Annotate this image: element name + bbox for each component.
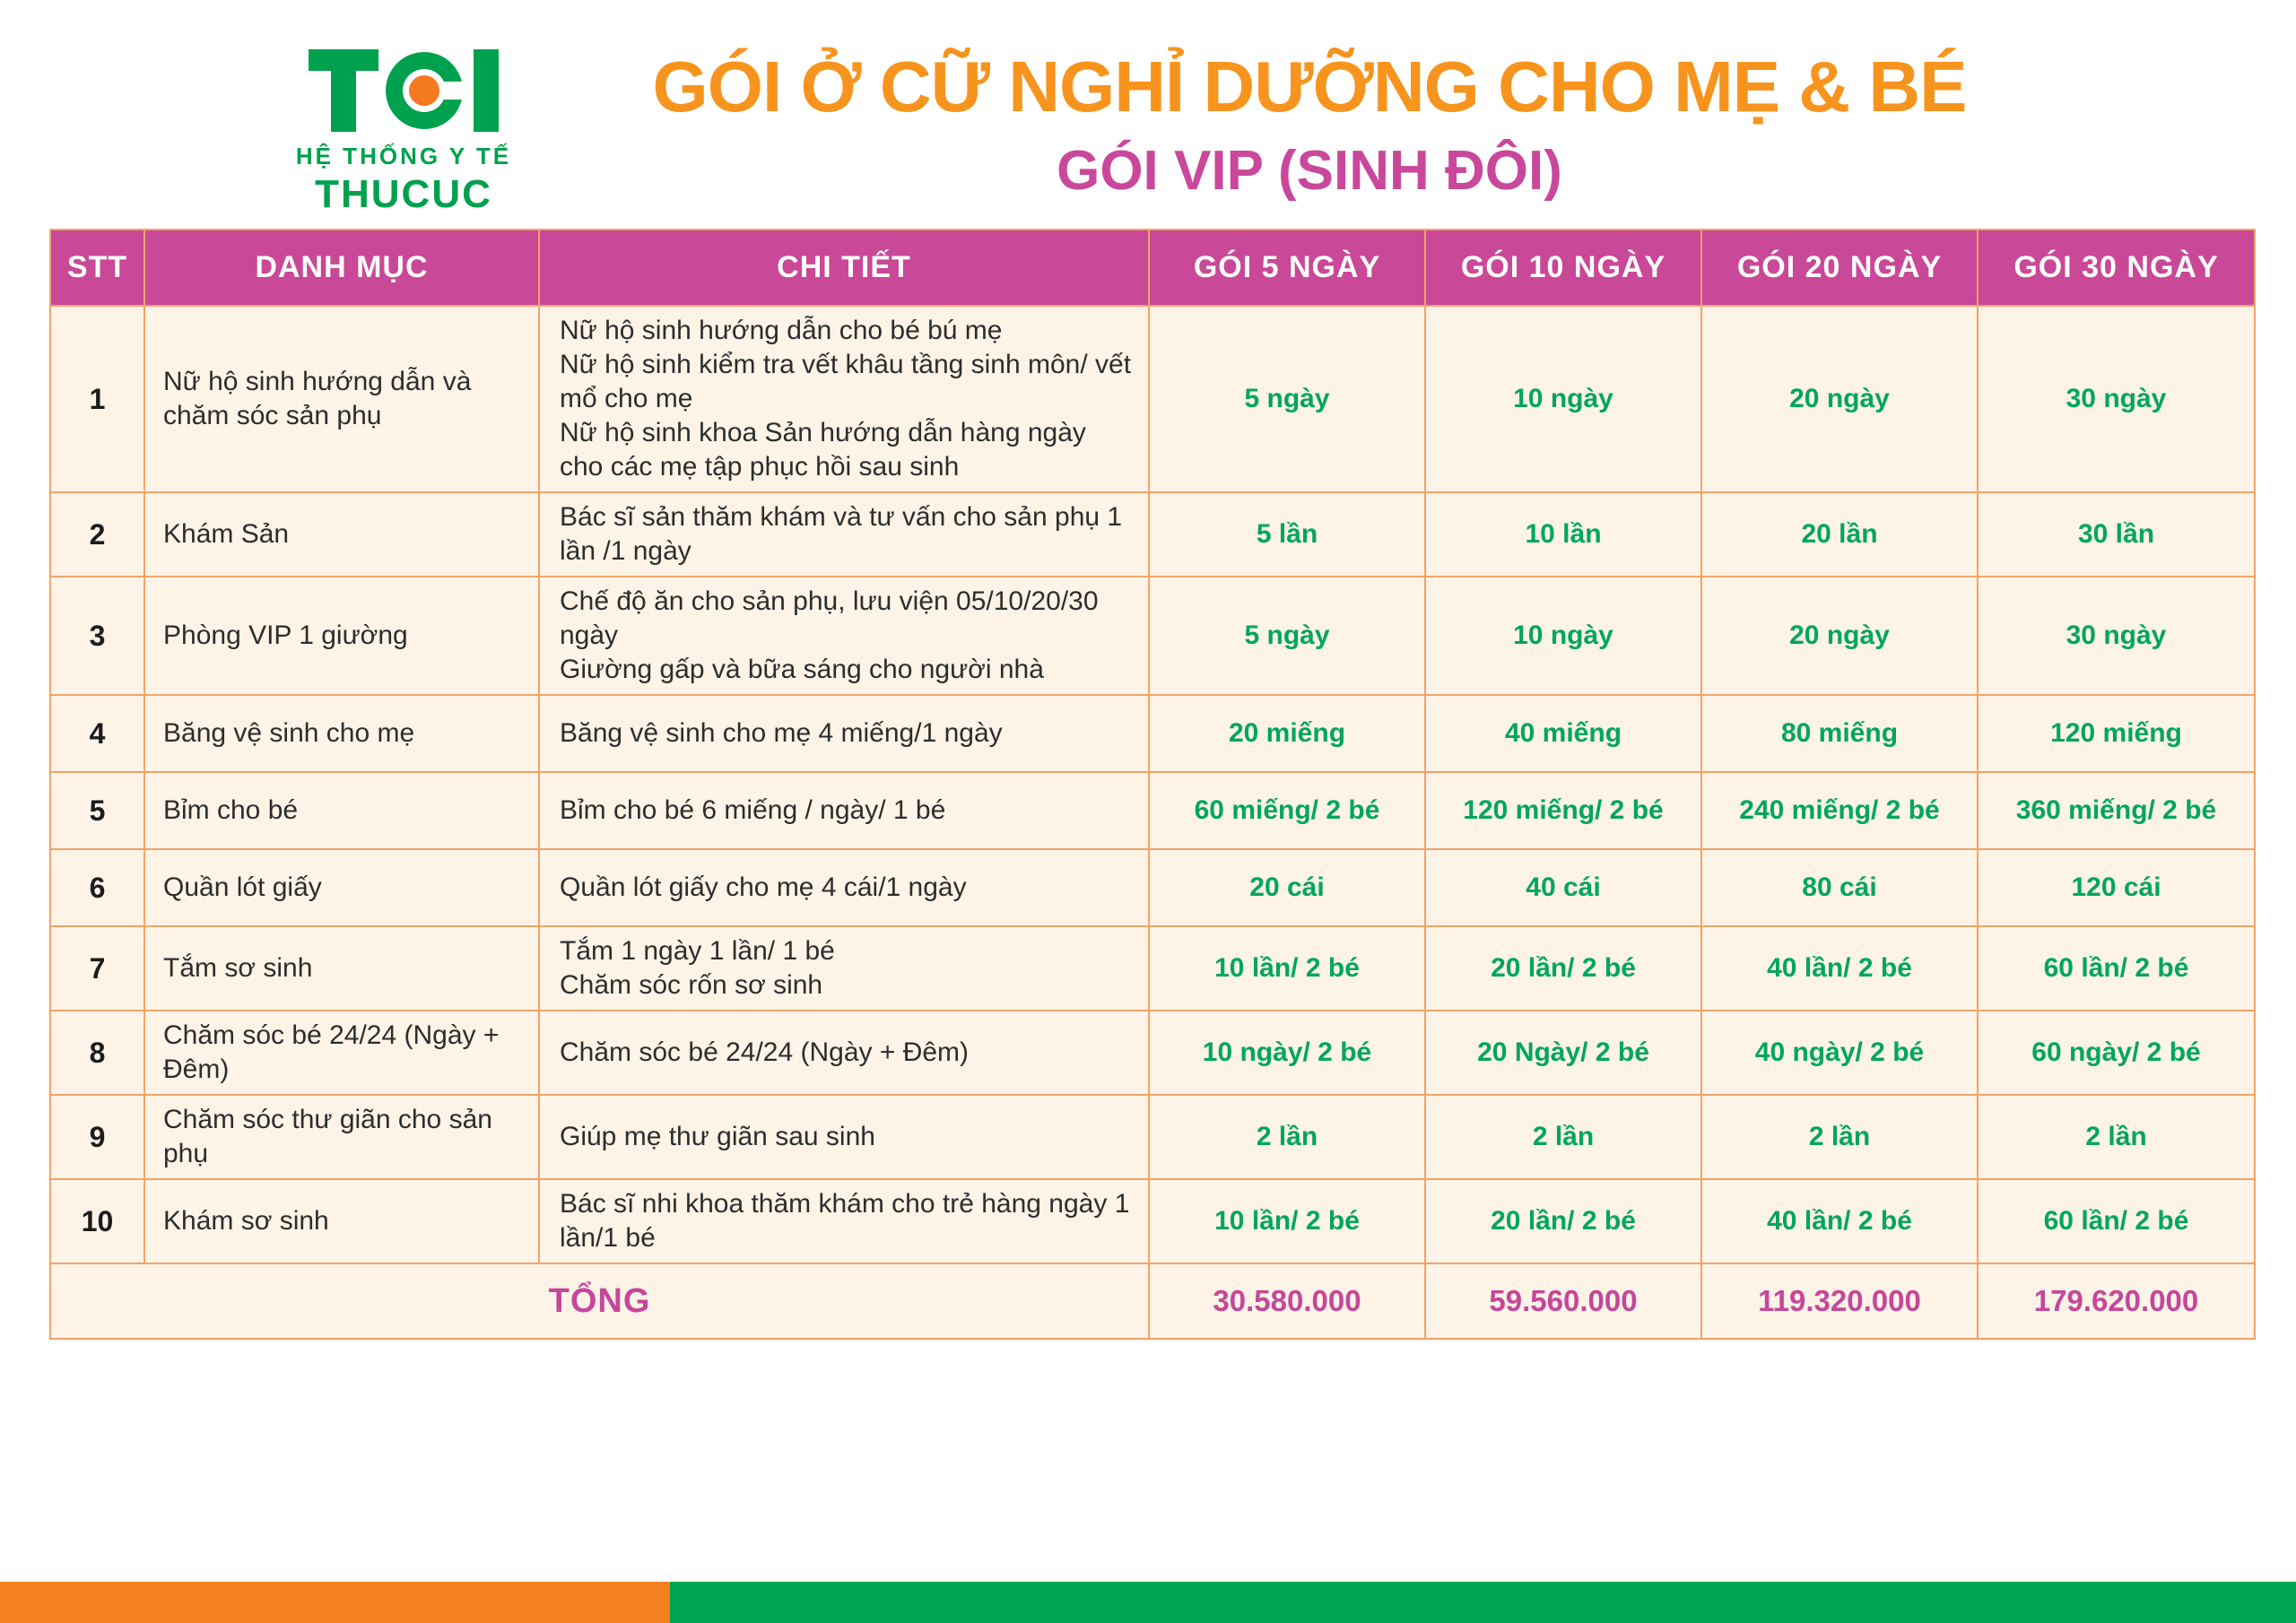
detail-line: Tắm 1 ngày 1 lần/ 1 bé bbox=[560, 936, 835, 966]
footer-green-bar bbox=[670, 1582, 2296, 1623]
footer-bars bbox=[0, 1582, 2296, 1623]
row-number-cell: 1 bbox=[50, 306, 144, 492]
table-row bbox=[50, 849, 2255, 926]
table-header-row bbox=[50, 230, 2255, 306]
detail-line: Chế độ ăn cho sản phụ, lưu viện 05/10/20/30 ngày bbox=[560, 586, 1099, 650]
detail-line: Giường gấp và bữa sáng cho người nhà bbox=[560, 655, 1044, 684]
category-cell: Khám sơ sinh bbox=[144, 1179, 539, 1263]
package-value-cell: 5 ngày bbox=[1149, 306, 1425, 492]
table-row bbox=[50, 1095, 2255, 1179]
detail-cell bbox=[539, 772, 1149, 849]
package-value-cell: 80 cái bbox=[1701, 849, 1978, 926]
detail-cell bbox=[539, 1011, 1149, 1095]
detail-line: Bỉm cho bé 6 miếng / ngày/ 1 bé bbox=[560, 795, 946, 825]
table-body bbox=[50, 306, 2255, 1339]
package-value-cell: 40 miếng bbox=[1425, 695, 1701, 772]
total-value-cell: 59.560.000 bbox=[1425, 1263, 1701, 1339]
page-header bbox=[574, 49, 2045, 203]
detail-line: Băng vệ sinh cho mẹ 4 miếng/1 ngày bbox=[560, 718, 1003, 748]
column-header: GÓI 10 NGÀY bbox=[1425, 230, 1701, 306]
package-value-cell: 60 lần/ 2 bé bbox=[1978, 1179, 2255, 1263]
package-value-cell: 120 miếng bbox=[1978, 695, 2255, 772]
package-value-cell: 60 ngày/ 2 bé bbox=[1978, 1011, 2255, 1095]
detail-line: Chăm sóc bé 24/24 (Ngày + Đêm) bbox=[560, 1037, 970, 1067]
package-value-cell: 10 ngày/ 2 bé bbox=[1149, 1011, 1425, 1095]
logo-brand-name: THUCUC bbox=[315, 172, 492, 216]
detail-cell bbox=[539, 926, 1149, 1011]
package-value-cell: 120 cái bbox=[1978, 849, 2255, 926]
logo-letter-t bbox=[309, 49, 378, 132]
logo-letter-i bbox=[474, 49, 499, 132]
package-value-cell: 40 cái bbox=[1425, 849, 1701, 926]
category-cell: Nữ hộ sinh hướng dẫn và chăm sóc sản phụ bbox=[144, 306, 539, 492]
table-row bbox=[50, 926, 2255, 1011]
column-header: DANH MỤC bbox=[144, 230, 539, 306]
detail-cell bbox=[539, 577, 1149, 695]
column-header: GÓI 20 NGÀY bbox=[1701, 230, 1978, 306]
tci-logo-icon bbox=[283, 49, 525, 132]
package-value-cell: 60 miếng/ 2 bé bbox=[1149, 772, 1425, 849]
package-value-cell: 60 lần/ 2 bé bbox=[1978, 926, 2255, 1011]
package-value-cell: 20 lần/ 2 bé bbox=[1425, 926, 1701, 1011]
detail-cell bbox=[539, 492, 1149, 577]
package-value-cell: 2 lần bbox=[1701, 1095, 1978, 1179]
column-header: GÓI 30 NGÀY bbox=[1978, 230, 2255, 306]
pricing-table-wrapper bbox=[49, 229, 2256, 1340]
table-row bbox=[50, 1011, 2255, 1095]
column-header: STT bbox=[50, 230, 144, 306]
category-cell: Khám Sản bbox=[144, 492, 539, 577]
package-value-cell: 2 lần bbox=[1425, 1095, 1701, 1179]
detail-cell bbox=[539, 306, 1149, 492]
detail-line: Quần lót giấy cho mẹ 4 cái/1 ngày bbox=[560, 872, 967, 902]
package-value-cell: 20 miếng bbox=[1149, 695, 1425, 772]
package-value-cell: 5 lần bbox=[1149, 492, 1425, 577]
package-value-cell: 40 lần/ 2 bé bbox=[1701, 926, 1978, 1011]
detail-line: Chăm sóc rốn sơ sinh bbox=[560, 970, 823, 1000]
detail-line: Nữ hộ sinh hướng dẫn cho bé bú mẹ bbox=[560, 316, 1003, 345]
package-value-cell: 20 cái bbox=[1149, 849, 1425, 926]
header-row bbox=[50, 230, 2255, 306]
package-value-cell: 40 ngày/ 2 bé bbox=[1701, 1011, 1978, 1095]
total-value-cell: 119.320.000 bbox=[1701, 1263, 1978, 1339]
total-value-cell: 30.580.000 bbox=[1149, 1263, 1425, 1339]
thucuc-logo bbox=[283, 49, 525, 217]
package-value-cell: 240 miếng/ 2 bé bbox=[1701, 772, 1978, 849]
detail-line: Bác sĩ nhi khoa thăm khám cho trẻ hàng ngày 1 lần/1 bé bbox=[560, 1189, 1130, 1253]
package-value-cell: 20 ngày bbox=[1701, 306, 1978, 492]
package-value-cell: 30 ngày bbox=[1978, 306, 2255, 492]
detail-cell bbox=[539, 849, 1149, 926]
logo-orange-dot bbox=[409, 75, 439, 106]
table-row bbox=[50, 695, 2255, 772]
pricing-table bbox=[49, 229, 2256, 1340]
package-value-cell: 40 lần/ 2 bé bbox=[1701, 1179, 1978, 1263]
package-value-cell: 10 lần/ 2 bé bbox=[1149, 926, 1425, 1011]
package-value-cell: 30 lần bbox=[1978, 492, 2255, 577]
column-header: GÓI 5 NGÀY bbox=[1149, 230, 1425, 306]
category-cell: Chăm sóc thư giãn cho sản phụ bbox=[144, 1095, 539, 1179]
table-row bbox=[50, 492, 2255, 577]
package-value-cell: 20 Ngày/ 2 bé bbox=[1425, 1011, 1701, 1095]
logo-tagline: HỆ THỐNG Y TẾ bbox=[295, 143, 512, 169]
package-value-cell: 360 miếng/ 2 bé bbox=[1978, 772, 2255, 849]
category-cell: Tắm sơ sinh bbox=[144, 926, 539, 1011]
table-row bbox=[50, 1179, 2255, 1263]
category-cell: Chăm sóc bé 24/24 (Ngày + Đêm) bbox=[144, 1011, 539, 1095]
package-value-cell: 30 ngày bbox=[1978, 577, 2255, 695]
package-value-cell: 120 miếng/ 2 bé bbox=[1425, 772, 1701, 849]
total-label-cell: TỔNG bbox=[50, 1263, 1149, 1339]
page-title: GÓI Ở CỮ NGHỈ DƯỠNG CHO MẸ & BÉ bbox=[652, 47, 1967, 126]
package-value-cell: 2 lần bbox=[1149, 1095, 1425, 1179]
total-value-cell: 179.620.000 bbox=[1978, 1263, 2255, 1339]
row-number-cell: 9 bbox=[50, 1095, 144, 1179]
category-cell: Phòng VIP 1 giường bbox=[144, 577, 539, 695]
detail-line: Giúp mẹ thư giãn sau sinh bbox=[560, 1122, 875, 1151]
package-value-cell: 80 miếng bbox=[1701, 695, 1978, 772]
detail-cell bbox=[539, 1095, 1149, 1179]
detail-line: Bác sĩ sản thăm khám và tư vấn cho sản phụ 1 lần /1 ngày bbox=[560, 502, 1123, 566]
package-value-cell: 20 lần/ 2 bé bbox=[1425, 1179, 1701, 1263]
package-value-cell: 10 ngày bbox=[1425, 306, 1701, 492]
category-cell: Bỉm cho bé bbox=[144, 772, 539, 849]
logo-letter-c bbox=[386, 52, 463, 129]
category-cell: Quần lót giấy bbox=[144, 849, 539, 926]
package-value-cell: 5 ngày bbox=[1149, 577, 1425, 695]
package-value-cell: 10 lần bbox=[1425, 492, 1701, 577]
table-row bbox=[50, 306, 2255, 492]
detail-line: Nữ hộ sinh kiểm tra vết khâu tầng sinh môn/ vết mổ cho mẹ bbox=[560, 350, 1132, 413]
row-number-cell: 10 bbox=[50, 1179, 144, 1263]
package-value-cell: 2 lần bbox=[1978, 1095, 2255, 1179]
table-row bbox=[50, 772, 2255, 849]
page-subtitle: GÓI VIP (SINH ĐÔI) bbox=[1057, 140, 1562, 202]
row-number-cell: 5 bbox=[50, 772, 144, 849]
category-cell: Băng vệ sinh cho mẹ bbox=[144, 695, 539, 772]
row-number-cell: 3 bbox=[50, 577, 144, 695]
row-number-cell: 4 bbox=[50, 695, 144, 772]
footer-orange-bar bbox=[0, 1582, 670, 1623]
row-number-cell: 2 bbox=[50, 492, 144, 577]
package-value-cell: 10 lần/ 2 bé bbox=[1149, 1179, 1425, 1263]
row-number-cell: 7 bbox=[50, 926, 144, 1011]
detail-line: Nữ hộ sinh khoa Sản hướng dẫn hàng ngày cho các mẹ tập phục hồi sau sinh bbox=[560, 418, 1086, 482]
package-value-cell: 20 lần bbox=[1701, 492, 1978, 577]
row-number-cell: 6 bbox=[50, 849, 144, 926]
package-value-cell: 10 ngày bbox=[1425, 577, 1701, 695]
logo-c-notch bbox=[436, 82, 465, 100]
detail-cell bbox=[539, 695, 1149, 772]
total-row bbox=[50, 1263, 2255, 1339]
detail-cell bbox=[539, 1179, 1149, 1263]
column-header: CHI TIẾT bbox=[539, 230, 1149, 306]
row-number-cell: 8 bbox=[50, 1011, 144, 1095]
table-row bbox=[50, 577, 2255, 695]
package-value-cell: 20 ngày bbox=[1701, 577, 1978, 695]
